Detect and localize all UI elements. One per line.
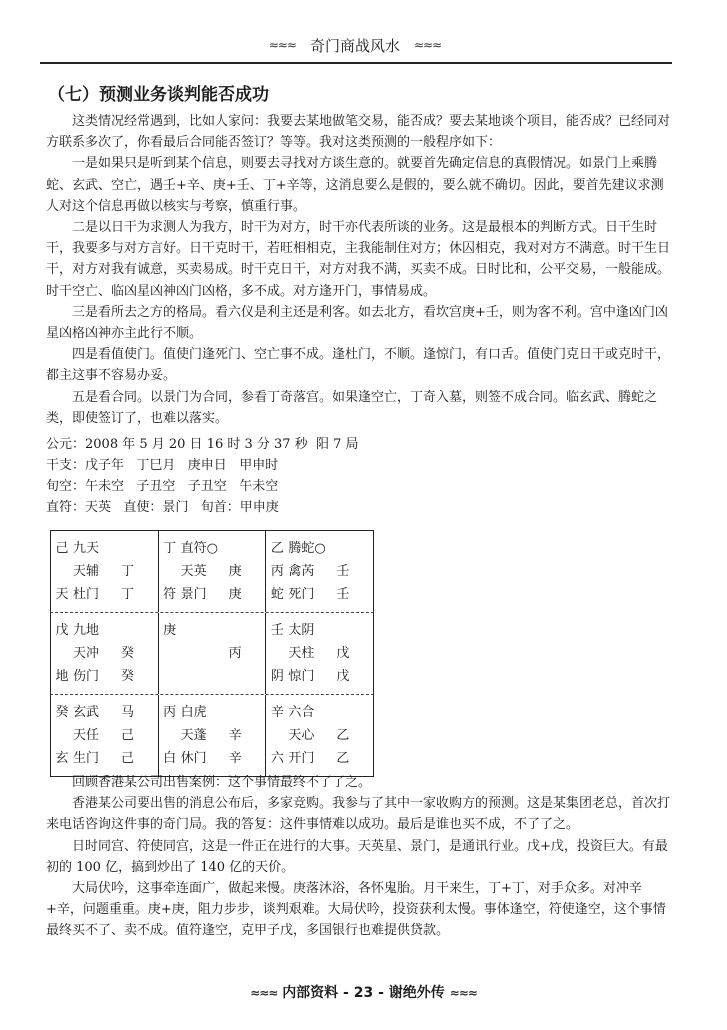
- palace-char: 天蓬: [180, 728, 207, 743]
- palace-char: 辛: [228, 728, 242, 743]
- qimen-chart-grid: [50, 530, 374, 777]
- paragraph: 四是看值使门。值使门逢死门、空亡事不成。逢杜门，不顺。逢惊门，有口舌。值使门克日干或克时干，都主这事不容易办妥。: [46, 347, 671, 384]
- palace-line: [159, 747, 266, 770]
- palace-line: [159, 583, 266, 606]
- info-gongyuan: 公元：2008 年 5 月 20 日 16 时 3 分 37 秒 阳 7 局: [46, 437, 359, 452]
- palace-line: [266, 619, 373, 642]
- palace-line: [51, 560, 158, 583]
- palace-cell: [50, 531, 158, 612]
- palace-char: 白虎: [180, 705, 207, 720]
- palace-char: 丙: [228, 646, 242, 661]
- palace-cell: [158, 695, 266, 776]
- ornament-left-icon: ≈≈≈: [268, 38, 296, 52]
- palace-char: 戊: [55, 623, 69, 638]
- palace-char: [121, 537, 141, 560]
- palace-char: 六合: [288, 705, 315, 720]
- header-title: 奇门商战风水: [309, 36, 400, 55]
- ornament-right-icon: ≈≈≈: [449, 986, 477, 1000]
- paragraph: 大局伏吟，这事牵连面广，做起来慢。庚落沐浴，各怀鬼胎。月干来生，丁+丁，对手众多。对冲辛+辛，问题重重。庚+庚，阻力步步，谈判艰难。大局伏吟，投资获利太慢。事体逢空，符使逢空，这个事情最终买不了、卖不成。值符逢空，克甲子戊，多国银行也难提供贷款。: [46, 881, 666, 939]
- footer-text: 内部资料 - 23 - 谢绝外传: [282, 985, 445, 1001]
- palace-char: 玄: [55, 751, 69, 766]
- palace-line: [266, 665, 373, 688]
- palace-line: [159, 724, 266, 747]
- palace-char: [51, 642, 73, 665]
- header-rule: [40, 62, 672, 64]
- palace-char: [266, 724, 288, 747]
- palace-cell: [265, 695, 374, 776]
- palace-char: [336, 619, 356, 642]
- palace-char: 惊门: [288, 669, 315, 684]
- palace-line: [51, 583, 158, 606]
- palace-char: 己: [121, 751, 135, 766]
- palace-line: [51, 537, 158, 560]
- palace-char: 壬: [336, 587, 350, 602]
- palace-char: 玄武: [73, 705, 100, 720]
- palace-char: 丁: [121, 587, 135, 602]
- grid-row: [50, 695, 374, 776]
- palace-char: [266, 642, 288, 665]
- grid-row: [50, 613, 374, 695]
- palace-cell: [265, 531, 374, 612]
- palace-char: 癸: [121, 669, 135, 684]
- palace-char: 己: [55, 541, 69, 556]
- palace-char: 庚: [163, 623, 177, 638]
- palace-char: 丙: [163, 705, 177, 720]
- palace-char: 壬: [336, 564, 350, 579]
- palace-char: 癸: [55, 705, 69, 720]
- info-zhifu: 直符：天英 直使：景门 旬首：甲申庚: [46, 500, 279, 515]
- paragraph: 日时同宫、符使同宫，这是一件正在进行的大事。天英星、景门，是通讯行业。戊+戊，投资巨大。有最初的 100 亿，搞到炒出了 140 亿的天价。: [46, 838, 668, 875]
- palace-line: [159, 537, 266, 560]
- palace-char: [229, 537, 249, 560]
- ornament-right-icon: ≈≈≈: [414, 38, 442, 52]
- palace-line: [266, 701, 373, 724]
- palace-char: [336, 701, 356, 724]
- palace-char: 天柱: [288, 646, 315, 661]
- palace-char: 天英: [180, 564, 207, 579]
- palace-cell: [158, 613, 266, 694]
- palace-char: 景门: [180, 587, 207, 602]
- palace-cell: [265, 613, 374, 694]
- palace-line: [266, 642, 373, 665]
- palace-char: [121, 619, 141, 642]
- palace-char: 丁: [163, 541, 177, 556]
- palace-char: 己: [121, 728, 135, 743]
- paragraph: 三是看所去之方的格局。看六仪是利主还是利客。如去北方，看坎宫庚+壬，则为客不利。宫中逢凶门凶星凶格凶神亦主此行不顺。: [46, 304, 668, 342]
- palace-cell: [50, 613, 158, 694]
- palace-char: 开门: [288, 751, 315, 766]
- palace-char: 乙: [336, 728, 350, 743]
- palace-char: [159, 642, 181, 665]
- palace-char: 生门: [73, 751, 100, 766]
- palace-char: 天冲: [73, 646, 100, 661]
- palace-line: [159, 642, 266, 665]
- palace-char: 庚: [228, 564, 242, 579]
- palace-char: [159, 724, 181, 747]
- page-footer: [0, 982, 727, 1002]
- palace-char: 直符○: [180, 541, 219, 556]
- palace-char: 癸: [121, 646, 135, 661]
- palace-cell: [50, 695, 158, 776]
- palace-line: [51, 724, 158, 747]
- palace-line: [159, 560, 266, 583]
- palace-char: 庚: [228, 587, 242, 602]
- main-text: [46, 111, 672, 429]
- palace-char: 地: [55, 669, 69, 684]
- palace-char: 阴: [270, 669, 284, 684]
- palace-char: 死门: [288, 587, 315, 602]
- palace-line: [266, 724, 373, 747]
- palace-char: 九地: [73, 623, 100, 638]
- paragraph: 这类情况经常遇到，比如人家问：我要去某地做笔交易，能否成？要去某地谈个项目，能否成？已经同对方联系多次了，你看最后合同能否签订？等等。我对这类预测的一般程序如下：: [46, 114, 671, 151]
- palace-line: [159, 619, 266, 642]
- palace-char: [181, 642, 229, 665]
- info-ganzhi: 干支：戊子年 丁巳月 庚申日 甲申时: [46, 458, 279, 473]
- palace-line: [51, 665, 158, 688]
- palace-char: 天任: [73, 728, 100, 743]
- grid-row: [50, 531, 374, 613]
- palace-char: 丙: [270, 564, 284, 579]
- palace-char: [229, 701, 249, 724]
- palace-line: [51, 619, 158, 642]
- palace-char: 禽芮: [288, 564, 315, 579]
- palace-line: [266, 537, 373, 560]
- palace-char: 丁: [121, 564, 135, 579]
- palace-char: [336, 537, 356, 560]
- palace-char: 天: [55, 587, 69, 602]
- palace-char: 休门: [180, 751, 207, 766]
- palace-char: 杜门: [73, 587, 100, 602]
- palace-line: [266, 560, 373, 583]
- paragraph: 五是看合同。以景门为合同，参看丁奇落宫。如果逢空亡，丁奇入墓，则签不成合同。临玄武、腾蛇之类，即使签订了，也难以落实。: [46, 389, 658, 426]
- case-text: [46, 772, 672, 942]
- ornament-left-icon: ≈≈≈: [250, 986, 278, 1000]
- palace-char: 天辅: [73, 564, 100, 579]
- palace-char: 马: [121, 705, 135, 720]
- palace-char: 辛: [270, 705, 284, 720]
- palace-line: [51, 747, 158, 770]
- palace-char: 腾蛇○: [288, 541, 326, 556]
- palace-char: 壬: [270, 623, 284, 638]
- chart-info: [46, 434, 359, 518]
- palace-char: [51, 560, 73, 583]
- palace-cell: [158, 531, 266, 612]
- info-xunkong: 旬空：午未空 子丑空 子丑空 午未空: [46, 479, 279, 494]
- palace-line: [266, 747, 373, 770]
- section-title: （七）预测业务谈判能否成功: [48, 85, 269, 105]
- palace-char: 辛: [228, 751, 242, 766]
- palace-char: 乙: [336, 751, 350, 766]
- palace-char: 蛇: [270, 587, 284, 602]
- palace-char: 九天: [73, 541, 100, 556]
- palace-char: 戊: [336, 669, 350, 684]
- palace-char: [181, 619, 229, 642]
- paragraph: 回顾香港某公司出售案例：这个事情最终不了了之。: [72, 775, 372, 790]
- palace-char: [51, 724, 73, 747]
- palace-line: [51, 701, 158, 724]
- palace-char: 符: [163, 587, 177, 602]
- palace-char: 伤门: [73, 669, 100, 684]
- page-header: [40, 30, 670, 60]
- palace-char: [159, 560, 181, 583]
- palace-char: 乙: [270, 541, 284, 556]
- palace-char: 天心: [288, 728, 315, 743]
- palace-line: [266, 583, 373, 606]
- palace-line: [159, 701, 266, 724]
- palace-char: 戊: [336, 646, 350, 661]
- palace-char: [229, 619, 249, 642]
- palace-char: 六: [270, 751, 284, 766]
- paragraph: 香港某公司要出售的消息公布后，多家竞购。我参与了其中一家收购方的预测。这是某集团老总，首次打来电话咨询这件事的奇门局。我的答复：这件事情难以成功。最后是谁也买不成，不了了之。: [46, 796, 671, 833]
- palace-char: 太阴: [288, 623, 315, 638]
- palace-line: [51, 642, 158, 665]
- palace-char: 白: [163, 751, 177, 766]
- paragraph: 二是以日干为求测人为我方，时干为对方，时干亦代表所谈的业务。这是最根本的判断方式。日干生时干，我要多与对方言好。日干克时干，若旺相相克，主我能制住对方；休囚相克，我对对方不满意。时干生日干，对方对我有诚意，买卖易成。时干克日干，对方对我不满，买卖不成。日时比和，公平交易，一般能成。时干空亡、临凶星凶神凶门凶格，多不成。对方逢开门，事情易成。: [46, 220, 671, 299]
- paragraph: 一是如果只是听到某个信息，则要去寻找对方谈生意的。就要首先确定信息的真假情况。如景门上乘腾蛇、玄武、空亡，遇壬+辛、庚+壬、丁+辛等，这消息要么是假的，要么就不确切。因此，要首先建议求测人对这个信息再做以核实与考察，慎重行事。: [46, 156, 664, 214]
